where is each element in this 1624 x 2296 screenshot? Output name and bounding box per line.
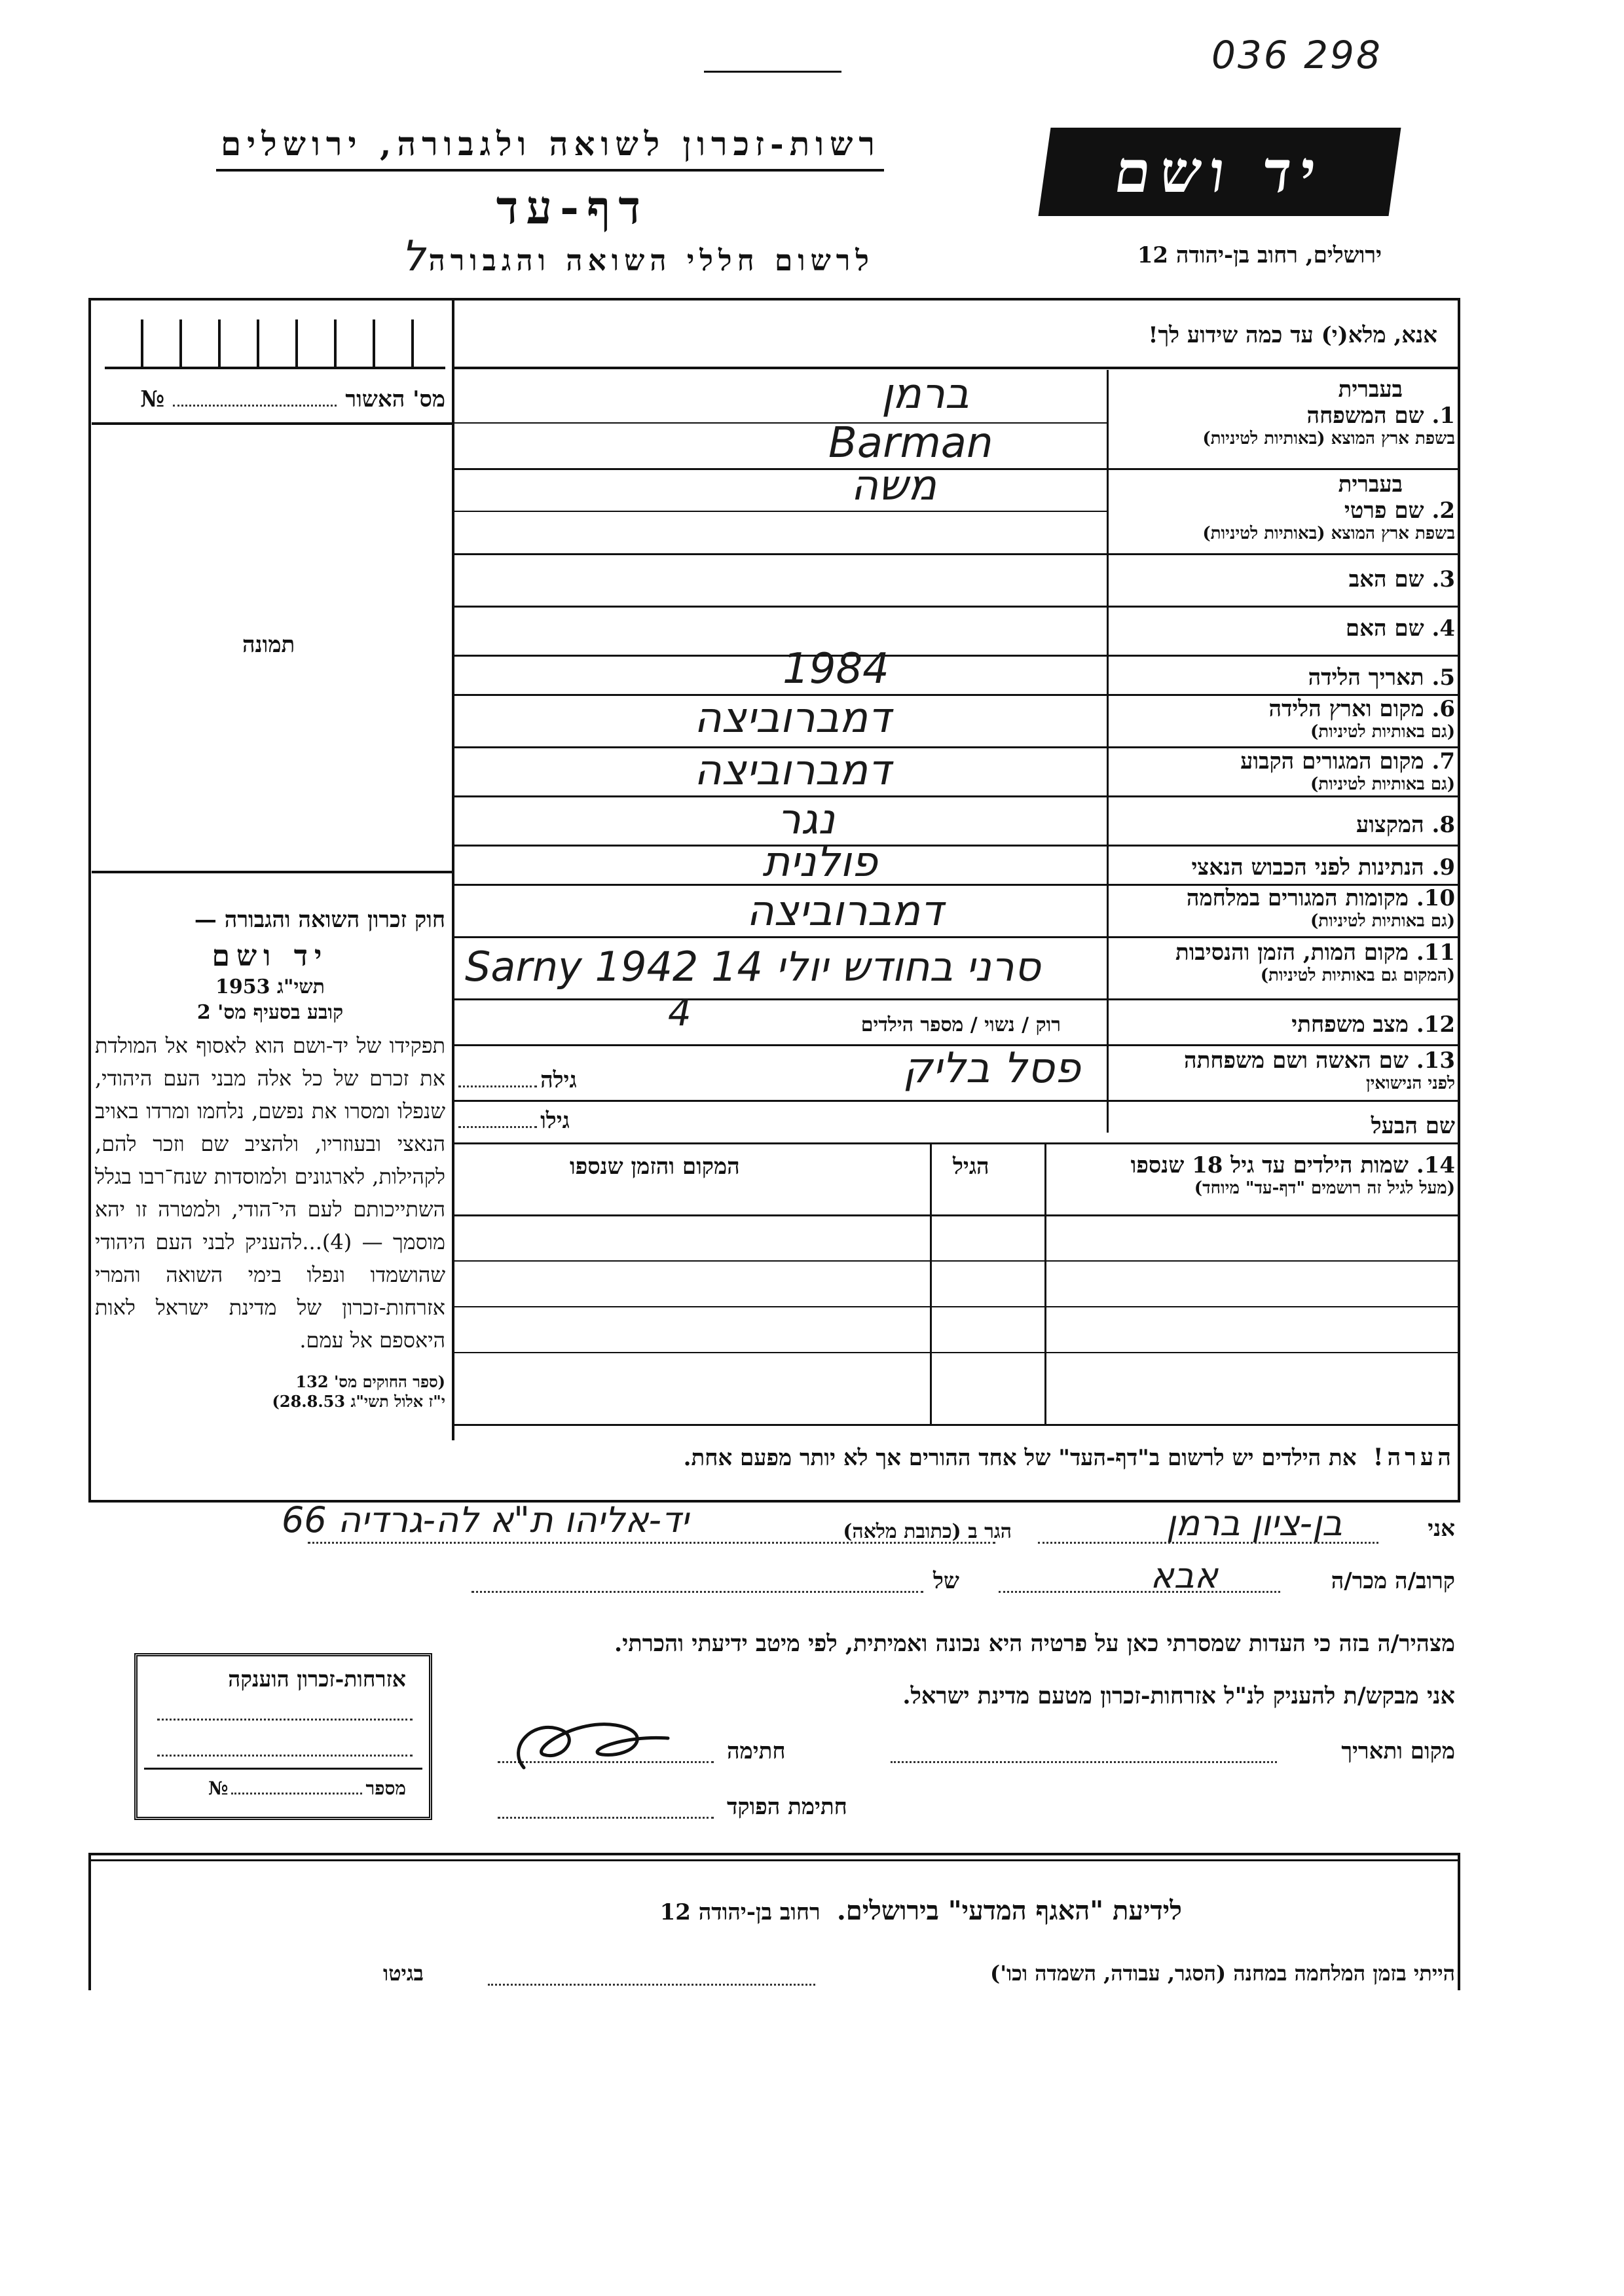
row-rule xyxy=(454,606,1460,608)
field-label: שם הבעל xyxy=(1371,1113,1455,1139)
field-wife-sub: לפני הנישואין xyxy=(1365,1074,1455,1093)
field-death xyxy=(1175,939,1455,985)
field-label: תאריך הלידה xyxy=(1308,665,1424,691)
field-num: 6. xyxy=(1431,696,1455,722)
field-num: 14. xyxy=(1416,1152,1455,1178)
citizenship-number-label: מספר xyxy=(365,1777,406,1799)
field-label: מקום וארץ הלידה xyxy=(1268,696,1424,722)
logo-box xyxy=(1039,128,1401,216)
law-ref-1: (ספר החוקים מס' 132 xyxy=(295,1372,445,1391)
sub-rule xyxy=(454,422,1107,424)
logo-text: יד ושם xyxy=(1110,137,1329,206)
citizenship-dots-1 xyxy=(157,1719,413,1721)
children-header-rule xyxy=(454,1214,1460,1216)
field-num: 12. xyxy=(1416,1011,1455,1038)
children-age-col: הגיל xyxy=(953,1154,989,1180)
field-war-residence-value[interactable]: דמברוביצה xyxy=(746,887,943,936)
bottom-double-rule-2 xyxy=(88,1859,1460,1861)
approval-dots xyxy=(173,405,337,407)
declarant-resides-label: הגר ב (כתובת מלאה) xyxy=(843,1520,1012,1543)
field-first-name-value[interactable]: משה xyxy=(851,462,936,510)
photo-rule xyxy=(92,871,452,873)
children-place-col: המקום והזמן שנספו xyxy=(570,1154,740,1180)
field-war-residence-sub: (גם באותיות לטיניות) xyxy=(1310,911,1455,931)
field-label: שמות הילדים עד גיל 18 שנספו xyxy=(1130,1152,1409,1178)
field-label: מקומות המגורים במלחמה xyxy=(1186,885,1409,911)
field-birthplace-sub: (גם באותיות לטיניות) xyxy=(1310,722,1455,742)
field-num: 9. xyxy=(1431,854,1455,881)
row-rule xyxy=(454,936,1460,938)
row-rule xyxy=(454,553,1460,555)
citizenship-box xyxy=(134,1653,432,1820)
archive-heading xyxy=(660,1895,1182,1926)
field-label: המקצוע xyxy=(1356,812,1424,838)
citizenship-title: אזרחות-זכרון הוענקה xyxy=(228,1666,406,1692)
law-year: תשי"ג 1953 xyxy=(215,975,325,998)
field-label: שם פרטי xyxy=(1344,498,1424,524)
field-num: 13. xyxy=(1416,1048,1455,1074)
sub-rule xyxy=(454,511,1107,512)
bottom-right-edge xyxy=(1458,1853,1460,1990)
approval-rule xyxy=(92,422,452,425)
children-col-2 xyxy=(1044,1142,1046,1424)
field-husband-age-label: גילו xyxy=(540,1108,570,1134)
note-label: הערה! xyxy=(1373,1444,1455,1471)
declarant-address-dots xyxy=(308,1542,995,1544)
field-num: 1. xyxy=(1431,403,1455,429)
top-rule xyxy=(704,71,841,73)
field-surname-value-lat[interactable]: Barman xyxy=(828,419,993,467)
field-husband-age xyxy=(458,1108,570,1134)
ghetto-label: בגיטו xyxy=(383,1961,424,1986)
form-subtitle-prefix: ל xyxy=(401,232,426,281)
field-num: 11. xyxy=(1416,939,1455,966)
field-num: 7. xyxy=(1431,748,1455,774)
signature-mark-icon xyxy=(504,1709,681,1781)
field-wife-age-dots xyxy=(458,1085,537,1087)
children-title xyxy=(1131,1152,1455,1178)
approval-row xyxy=(140,386,445,412)
row-rule xyxy=(454,845,1460,847)
field-residence-value[interactable]: דמברוביצה xyxy=(693,746,891,795)
declarant-relation-dots xyxy=(999,1591,1280,1593)
form-subtitle-text: לרשום חללי השואה והגבורה xyxy=(428,244,874,278)
field-residence xyxy=(1240,748,1455,794)
instruction-rule xyxy=(454,367,1460,369)
declarant-of-label: של xyxy=(933,1568,959,1594)
field-num: 5. xyxy=(1431,665,1455,691)
archive-title: לידיעת "האגף המדעי" בירושלים. xyxy=(836,1895,1182,1926)
approval-no-sign: № xyxy=(140,386,165,412)
children-row-rule xyxy=(454,1352,1460,1353)
law-clause: קובע בסעיף מס' 2 xyxy=(196,1001,344,1024)
field-first-name-heb-label: בעברית xyxy=(1338,471,1403,498)
citizenship-number-dots xyxy=(231,1793,362,1795)
citizenship-rule xyxy=(144,1768,422,1770)
field-birthdate-value[interactable]: 1984 xyxy=(783,645,889,693)
field-label: שם האב xyxy=(1348,566,1424,592)
field-birthplace-label xyxy=(1268,696,1455,722)
citizenship-dots-2 xyxy=(157,1755,413,1757)
row-rule xyxy=(454,795,1460,797)
law-text: תפקידו של יד-ושם הוא לאסוף אל המולדת את זכרם של כל אלה מבני העם היהודי, שנפלו ומסרו את נפשם, נלחמו ומרדו באויב הנאצי ובעוזריו, ולהציב שם וזכר להם, לקהילות, לארגונים ולמוסדות שנח־רבו בגלל השתייכותם לעם הי־הודי, ולמטרה זו יהא מוסמך — (4)...להעניק לבני העם היהודי שהושמדו ונפלו בימי השואה והמרי אזרחות-זכרון של מדינת ישראל לאות היאספם אל עמם. xyxy=(95,1033,446,1353)
field-first-name xyxy=(1115,471,1455,543)
children-sub: (מעל לגיל זה רושמים "דף-עד" מיוחד) xyxy=(1194,1178,1455,1198)
tick-strip xyxy=(105,319,445,369)
field-profession-value[interactable]: נגר xyxy=(777,795,835,844)
camp-dots xyxy=(488,1984,815,1986)
field-surname xyxy=(1115,376,1455,448)
field-war-residence xyxy=(1187,885,1455,931)
field-num: 10. xyxy=(1416,885,1455,911)
label-divider xyxy=(1107,370,1109,1133)
photo-label: תמונה xyxy=(242,632,295,658)
field-label: שם האם xyxy=(1345,615,1424,642)
children-row-rule xyxy=(454,1260,1460,1262)
authority-underline xyxy=(216,169,884,172)
field-death-label xyxy=(1175,939,1455,966)
law-title: חוק זכרון השואה והגבורה — xyxy=(194,907,445,933)
declarant-name-value[interactable]: בן-ציון ברמן xyxy=(1166,1503,1342,1544)
field-surname-label xyxy=(1115,403,1455,429)
field-nationality xyxy=(1192,854,1456,881)
declarant-i-label: אני xyxy=(1428,1516,1455,1542)
field-profession xyxy=(1356,812,1455,838)
children-col-1 xyxy=(930,1142,932,1424)
field-num: 2. xyxy=(1431,498,1455,524)
officer-dots xyxy=(498,1817,714,1819)
authority-title: רשות-זכרון לשואה ולגבורה, ירושלים xyxy=(220,124,881,163)
field-marital xyxy=(1291,1011,1455,1038)
declaration-1: מצהיר/ה בזה כי העדות שמסרתי כאן על פרטיה היא נכונה ואמיתית, לפי מיטב ידיעתי והכרתי. xyxy=(614,1630,1455,1657)
field-birthplace xyxy=(1268,696,1455,742)
children-bottom-rule xyxy=(454,1424,1460,1426)
field-surname-sub: בשפת ארץ המוצא (באותיות לטיניות) xyxy=(1202,429,1455,448)
field-surname-heb-label: בעברית xyxy=(1338,376,1403,403)
field-marital-value[interactable]: 4 xyxy=(668,992,692,1034)
signature-label: חתימה xyxy=(727,1738,786,1764)
field-death-sub: (המקום גם באותיות לטיניות) xyxy=(1260,966,1455,985)
field-father xyxy=(1349,566,1455,592)
field-first-name-sub: בשפת ארץ המוצא (באותיות לטיניות) xyxy=(1202,524,1455,543)
form-subtitle xyxy=(401,232,874,281)
field-mother xyxy=(1346,615,1455,642)
field-war-residence-label xyxy=(1187,885,1455,911)
row-rule xyxy=(454,998,1460,1000)
field-label: מקום המגורים הקבוע xyxy=(1240,748,1424,774)
law-block xyxy=(95,907,445,1412)
children-top-rule xyxy=(454,1142,1460,1144)
row-rule xyxy=(454,655,1460,657)
place-date-dots xyxy=(891,1761,1277,1763)
field-death-value[interactable]: Sarny סרני בחודש יולי 14 1942 xyxy=(465,943,1041,991)
archive-address: רחוב בן-יהודה 12 xyxy=(659,1899,821,1925)
field-wife xyxy=(1184,1048,1455,1093)
bottom-left-edge xyxy=(88,1853,91,1990)
declaration-2: אני מבקש/ת להעניק לנ"ל אזרחות-זכרון מטעם מדינת ישראל. xyxy=(902,1683,1455,1709)
field-wife-label xyxy=(1184,1048,1455,1074)
declarant-of-dots xyxy=(471,1591,923,1593)
declarant-relative-label: קרוב/ה מכר/ה xyxy=(1331,1568,1455,1594)
field-label: הנתינות לפני הכבוש הנאצי xyxy=(1191,854,1424,881)
row-rule xyxy=(454,1100,1460,1102)
field-surname-value-heb[interactable]: ברמן xyxy=(881,370,969,418)
field-label: שם המשפחה xyxy=(1306,403,1424,429)
note xyxy=(684,1444,1455,1471)
field-birthdate xyxy=(1308,665,1455,691)
law-ref-2: י"ז אלול תשי"ג 28.8.53) xyxy=(272,1392,445,1411)
place-date-label: מקום ותאריך xyxy=(1341,1738,1455,1764)
field-wife-value[interactable]: פסל בליק xyxy=(902,1044,1080,1093)
declarant-address-value[interactable]: יד-אליהו ת"א לה-גרדיה 66 xyxy=(282,1499,689,1540)
field-nationality-value[interactable]: פולנית xyxy=(762,838,877,886)
note-text: את הילדים יש לרשום ב"דף-העד" של אחד ההורים אך לא יותר מפעם אחת. xyxy=(683,1445,1357,1471)
field-husband xyxy=(1371,1113,1455,1139)
children-row-rule xyxy=(454,1306,1460,1307)
field-husband-age-dots xyxy=(458,1126,537,1128)
field-residence-sub: (גם באותיות לטיניות) xyxy=(1310,774,1455,794)
field-birthplace-value[interactable]: דמברוביצה xyxy=(693,694,891,742)
field-wife-age xyxy=(458,1067,577,1093)
citizenship-no-sign: № xyxy=(208,1777,229,1799)
camp-text: הייתי בזמן המלחמה במחנה (הסגר, עבודה, השמדה וכו') xyxy=(990,1961,1455,1986)
law-logo: יד ושם xyxy=(212,939,329,973)
field-wife-age-label: גילה xyxy=(540,1067,577,1093)
field-num: 8. xyxy=(1431,812,1455,838)
field-num: 3. xyxy=(1431,566,1455,592)
field-label: מצב משפחתי xyxy=(1291,1011,1409,1038)
approval-label: מס' האשור xyxy=(345,386,445,412)
field-first-name-label xyxy=(1115,498,1455,524)
document-code: 036 298 xyxy=(1211,33,1382,77)
field-residence-label xyxy=(1240,748,1455,774)
children-label xyxy=(1131,1152,1455,1198)
instruction: אנא, מלא(י) עד כמה שידוע לך! xyxy=(1148,322,1437,348)
citizenship-number-row xyxy=(208,1777,406,1800)
bottom-double-rule-1 xyxy=(88,1853,1460,1855)
declarant-relation-value[interactable]: אבא xyxy=(1150,1555,1218,1596)
field-label: מקום המות, הזמן והנסיבות xyxy=(1175,939,1409,966)
form-title: דף-עד xyxy=(496,180,648,234)
field-num: 4. xyxy=(1431,615,1455,642)
officer-label: חתימת הפוקד xyxy=(727,1794,847,1820)
row-rule xyxy=(454,468,1460,470)
header-address: ירושלים, רחוב בן-יהודה 12 xyxy=(1137,242,1382,268)
field-label: שם האשה ושם משפחתה xyxy=(1184,1048,1409,1074)
field-marital-options: רוק / נשוי / מספר הילדים xyxy=(860,1013,1061,1036)
